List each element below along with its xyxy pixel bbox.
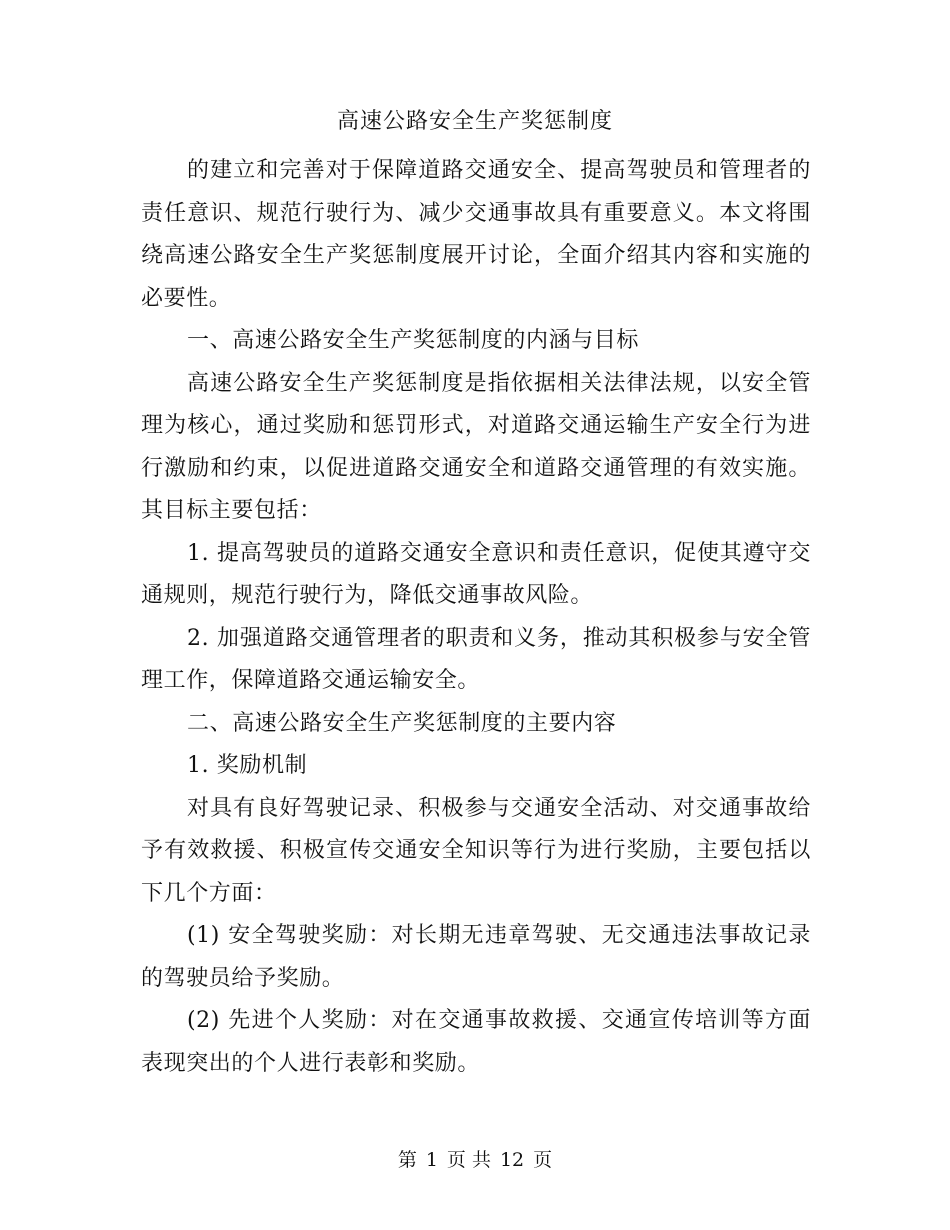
document-body [141,150,811,1085]
list-item-reward-1: (1) 安全驾驶奖励：对长期无违章驾驶、无交通违法事故记录的驾驶员给予奖励。 [141,923,811,991]
list-item-goal-2: 2. 加强道路交通管理者的职责和义务，推动其积极参与安全管理工作，保障道路交通运输安全。 [141,625,811,693]
page-footer [0,1146,950,1174]
subsection-heading-reward: 1. 奖励机制 [187,753,308,778]
section-heading-1: 一、高速公路安全生产奖惩制度的内涵与目标 [187,328,640,353]
page-label-middle: 页 共 [446,1149,491,1171]
paragraph-definition: 高速公路安全生产奖惩制度是指依据相关法律法规，以安全管理为核心，通过奖励和惩罚形式，对道路交通运输生产安全行为进行激励和约束，以促进道路交通安全和道路交通管理的有效实施。其目标主要包括： [141,370,811,523]
document-title: 高速公路安全生产奖惩制度 [336,109,613,134]
page-number-current: 1 [425,1149,438,1171]
list-item-goal-1: 1. 提高驾驶员的道路交通安全意识和责任意识，促使其遵守交通规则，规范行驶行为，降低交通事故风险。 [141,540,811,608]
paragraph-reward-intro: 对具有良好驾驶记录、积极参与交通安全活动、对交通事故给予有效救援、积极宣传交通安全知识等行为进行奖励，主要包括以下几个方面： [141,795,811,906]
page-label-prefix: 第 [397,1149,417,1171]
section-heading-2: 二、高速公路安全生产奖惩制度的主要内容 [187,710,617,736]
page-number-total: 12 [499,1149,525,1171]
page-label-suffix: 页 [533,1149,553,1171]
list-item-reward-2: (2) 先进个人奖励：对在交通事故救援、交通宣传培训等方面表现突出的个人进行表彰和奖励。 [141,1008,811,1076]
paragraph-intro: 的建立和完善对于保障道路交通安全、提高驾驶员和管理者的责任意识、规范行驶行为、减少交通事故具有重要意义。本文将围绕高速公路安全生产奖惩制度展开讨论，全面介绍其内容和实施的必要性。 [141,158,811,311]
